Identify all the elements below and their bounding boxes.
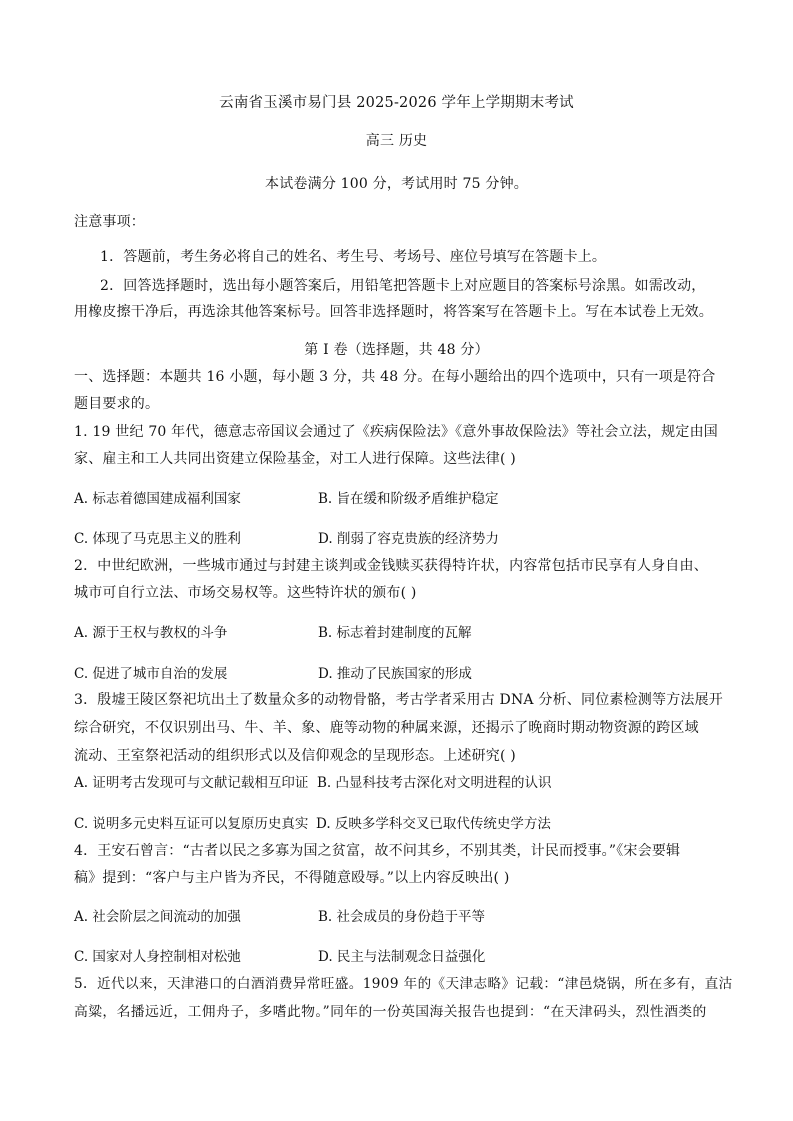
question-4-option-b: B. 社会成员的身份趋于平等 <box>318 909 486 925</box>
notice-item-1: 1．答题前，考生务必将自己的姓名、考生号、考场号、座位号填写在答题卡上。 <box>100 249 607 265</box>
question-2-option-a: A. 源于王权与教权的斗争 <box>74 625 228 641</box>
question-2-option-b: B. 标志着封建制度的瓦解 <box>318 625 472 641</box>
question-2-option-d: D. 推动了民族国家的形成 <box>318 666 472 682</box>
question-1-stem: 1. 19 世纪 70 年代，德意志帝国议会通过了《疾病保险法》《意外事故保险法》等社会立法，规定由国 <box>74 424 718 440</box>
question-3-option-d: D. 反映多学科交叉已取代传统史学方法 <box>316 816 551 832</box>
question-4-option-c: C. 国家对人身控制相对松弛 <box>74 949 241 965</box>
question-1-stem-cont: 家、雇主和工人共同出资建立保险基金，对工人进行保障。这些法律( ) <box>74 451 516 467</box>
question-3-option-b: B. 凸显科技考古深化对文明进程的认识 <box>317 775 552 791</box>
question-5-stem-cont: 高粱，名播远近，工佣舟子，多嗜此物。”同年的一份英国海关报告也提到：“在天津码头，烈性酒类的 <box>74 1004 707 1020</box>
exam-subject: 高三 历史 <box>365 133 428 149</box>
question-4-stem: 4．王安石曾言：“古者以民之多寡为国之贫富，故不问其乡，不别其类，计民而授事。”《宋会要辑 <box>74 843 681 859</box>
question-1-option-c: C. 体现了马克思主义的胜利 <box>74 531 241 547</box>
question-3-stem-cont-1: 综合研究，不仅识别出马、牛、羊、象、鹿等动物的种属来源，还揭示了晚商时期动物资源的跨区域 <box>74 720 699 736</box>
question-3-stem: 3．殷墟王陵区祭祀坑出土了数量众多的动物骨骼，考古学者采用古 DNA 分析、同位素检测等方法展开 <box>74 692 723 708</box>
notice-heading: 注意事项： <box>74 214 145 230</box>
exam-title: 云南省玉溪市易门县 2025-2026 学年上学期期末考试 <box>219 95 574 111</box>
question-3-option-c: C. 说明多元史料互证可以复原历史真实 <box>74 816 309 832</box>
question-4-stem-cont: 稿》提到：“客户与主户皆为齐民，不得随意殴辱。”以上内容反映出( ) <box>74 870 510 886</box>
question-5-stem: 5．近代以来，天津港口的白酒消费异常旺盛。1909 年的《天津志略》记载：“津邑烧锅，所在多有，直沽 <box>74 976 733 992</box>
question-1-option-d: D. 削弱了容克贵族的经济势力 <box>318 531 499 547</box>
section-intro: 一、选择题：本题共 16 小题，每小题 3 分，共 48 分。在每小题给出的四个选项中，只有一项是符合 <box>74 369 716 385</box>
exam-info: 本试卷满分 100 分，考试用时 75 分钟。 <box>265 176 528 192</box>
notice-item-2: 2．回答选择题时，选出每小题答案后，用铅笔把答题卡上对应题目的答案标号涂黑。如需改动， <box>100 278 706 294</box>
question-2-option-c: C. 促进了城市自治的发展 <box>74 666 228 682</box>
question-2-stem: 2．中世纪欧洲，一些城市通过与封建主谈判或金钱赎买获得特许状，内容常包括市民享有人身自由、 <box>74 558 708 574</box>
question-3-stem-cont-2: 流动、王室祭祀活动的组织形式以及信仰观念的呈现形态。上述研究( ) <box>74 748 516 764</box>
question-4-option-d: D. 民主与法制观念日益强化 <box>318 949 486 965</box>
question-4-option-a: A. 社会阶层之间流动的加强 <box>74 909 241 925</box>
section-title: 第 I 卷（选择题，共 48 分） <box>304 342 489 358</box>
question-1-option-b: B. 旨在缓和阶级矛盾维护稳定 <box>318 491 499 507</box>
notice-item-2-cont: 用橡皮擦干净后，再选涂其他答案标号。回答非选择题时，将答案写在答题卡上。写在本试卷上无效。 <box>74 304 713 320</box>
section-intro-cont: 题目要求的。 <box>74 396 160 412</box>
question-1-option-a: A. 标志着德国建成福利国家 <box>74 491 241 507</box>
question-2-stem-cont: 城市可自行立法、市场交易权等。这些特许状的颁布( ) <box>74 585 417 601</box>
question-3-option-a: A. 证明考古发现可与文献记载相互印证 <box>74 775 309 791</box>
